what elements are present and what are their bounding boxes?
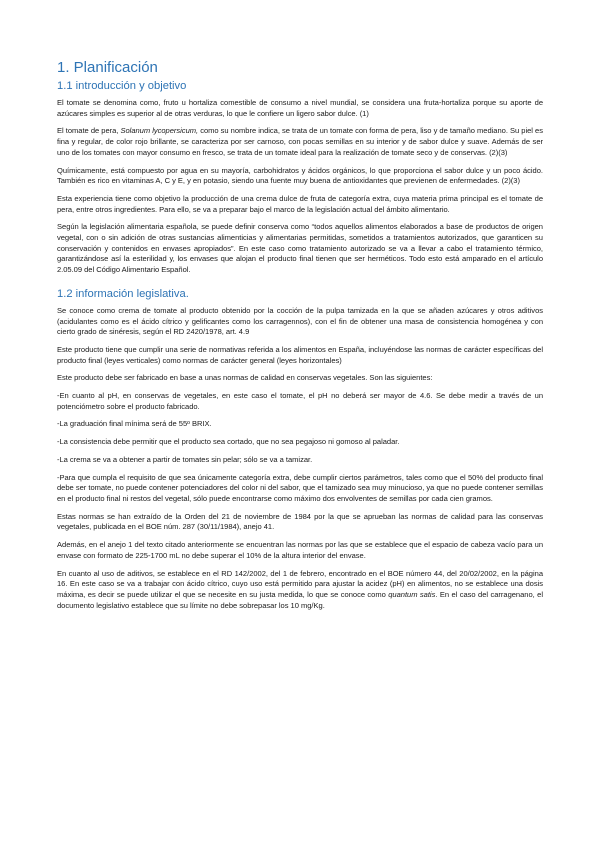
list-item-categoria-extra: -Para que cumpla el requisito de que sea únicamente categoría extra, debe cumplir ciertos parámetros, tales como que el 50% del producto final debe ser tomate, no puede contener potenciadores del color ni del sabor, que el tamizado sea muy minucioso, ya que no puede contener semillas en el producto final ni restos del vegetal, sólo puede encontrarse como máximo dos envolventes de semillas por cada cien gramos.	[57, 472, 543, 503]
list-item-ph: -En cuanto al pH, en conservas de vegetales, en este caso el tomate, el pH no deberá ser mayor de 4.6. Se debe medir a través de un potenciómetro sobre el producto fabricado.	[57, 391, 543, 411]
species-name: Solanum lycopersicum,	[120, 126, 199, 136]
paragraph: El tomate se denomina como, fruto u hortaliza comestible de consumo a nivel mundial, se considera una fruta-hortaliza porque su aporte de azúcares simples es superior al de otras verduras, lo que le confiere un ligero sabor dulce. (1)	[57, 98, 543, 118]
paragraph-text: como su nombre indica, se trata de un tomate con forma de pera, liso y de tamaño mediano. Su piel es fina y regular, de color rojo brillante, se caracteriza por ser carnoso, con pocas semillas en su interior y de sabor dulce y suave. Además de ser uno de los tomates con mayor consumo en fresco, se trata de un tomate ideal para la realización de tomate seco y de conservas. (2)(3)	[57, 126, 543, 157]
paragraph: Además, en el anejo 1 del texto citado anteriormente se encuentran las normas por las que se establece que el espacio de cabeza vacío para un envase con formato de 225-1700 mL no debe superar el 10% de la altura interior del envase.	[57, 540, 543, 560]
paragraph: Según la legislación alimentaria española, se puede definir conserva como “todos aquellos alimentos elaborados a base de productos de origen vegetal, con o sin adición de otras sustancias alimenticias y alimentarias permitidas, sometidos a tratamientos autorizados, que garanticen su conservación y contenidos en envases apropiados”. En este caso como tratamiento autorizado se va a llevar a cabo el tratamiento térmico, garantizándose así la esterilidad y, los envases que alojan el producto final tienen que ser herméticos. Todo esto está amparado en el artículo 2.05.09 del Código Alimentario Español.	[57, 222, 543, 275]
paragraph	[57, 569, 543, 612]
paragraph: Esta experiencia tiene como objetivo la producción de una crema dulce de fruta de categoría extra, cuya materia prima principal es el tomate de pera, entre otros ingredientes. Para ello, se va a preparar bajo el marco de la legislación actual del ámbito alimentario.	[57, 193, 543, 214]
paragraph: Este producto debe ser fabricado en base a unas normas de calidad en conservas vegetales. Son las siguientes:	[57, 373, 433, 383]
paragraph: Este producto tiene que cumplir una serie de normativas referida a los alimentos en España, incluyéndose las normas de carácter específicas del producto final (leyes verticales) como normas de carácter general (leyes horizontales)	[57, 344, 543, 365]
heading-planificacion: 1. Planificación	[57, 59, 158, 76]
paragraph: Se conoce como crema de tomate al producto obtenido por la cocción de la pulpa tamizada en la que se añaden azúcares y otros aditivos (acidulantes como es el ácido cítrico y gelificantes como los carragennos), con el fin de obtener una masa de consistencia homogénea y con cierto grado de sinéresis, según el RD 2420/1978, art. 4.9	[57, 305, 543, 337]
document-body	[57, 58, 543, 618]
list-item-consistencia: -La consistencia debe permitir que el producto sea cortado, que no sea pegajoso ni gomoso al paladar.	[57, 437, 400, 447]
latin-term: quantum satis	[388, 589, 436, 599]
paragraph	[57, 126, 543, 158]
list-item-tamizado: -La crema se va a obtener a partir de tomates sin pelar; sólo se va a tamizar.	[57, 454, 313, 464]
paragraph-text: En cuanto al uso de aditivos, se establece en el RD 142/2002, del 1 de febrero, encontrado en el BOE número 44, del 20/02/2002, en la página 16. En este caso se va a trabajar con ácido cítrico, cuyo uso está permitido para ajustar la acidez (pH) en alimentos, no se establece una dosis máxima, es decir se puede utilizar el que se necesite en su justa medida, lo que se conoce como	[57, 568, 543, 599]
paragraph-text: . En el caso del carragenano, el documento legislativo establece que su límite no debe sobrepasar los 10 mg/Kg.	[57, 589, 543, 610]
heading-informacion-legislativa: 1.2 información legislativa.	[57, 287, 189, 300]
list-item-brix: -La graduación final mínima será de 55º BRIX.	[57, 419, 212, 429]
paragraph-text: El tomate de pera,	[57, 126, 121, 136]
paragraph: Estas normas se han extraído de la Orden del 21 de noviembre de 1984 por la que se aprueban las normas de calidad para las conservas vegetales, publicada en el BOE núm. 287 (30/11/1984), anejo 41.	[57, 511, 543, 532]
paragraph: Químicamente, está compuesto por agua en su mayoría, carbohidratos y ácidos orgánicos, lo que proporciona el sabor dulce y un poco ácido. También es rico en vitaminas A, C y E, y en potasio, siendo una fuente muy buena de antioxidantes que previenen de enfermedades. (2)(3)	[57, 165, 543, 186]
heading-introduccion-objetivo: 1.1 introducción y objetivo	[57, 80, 187, 92]
